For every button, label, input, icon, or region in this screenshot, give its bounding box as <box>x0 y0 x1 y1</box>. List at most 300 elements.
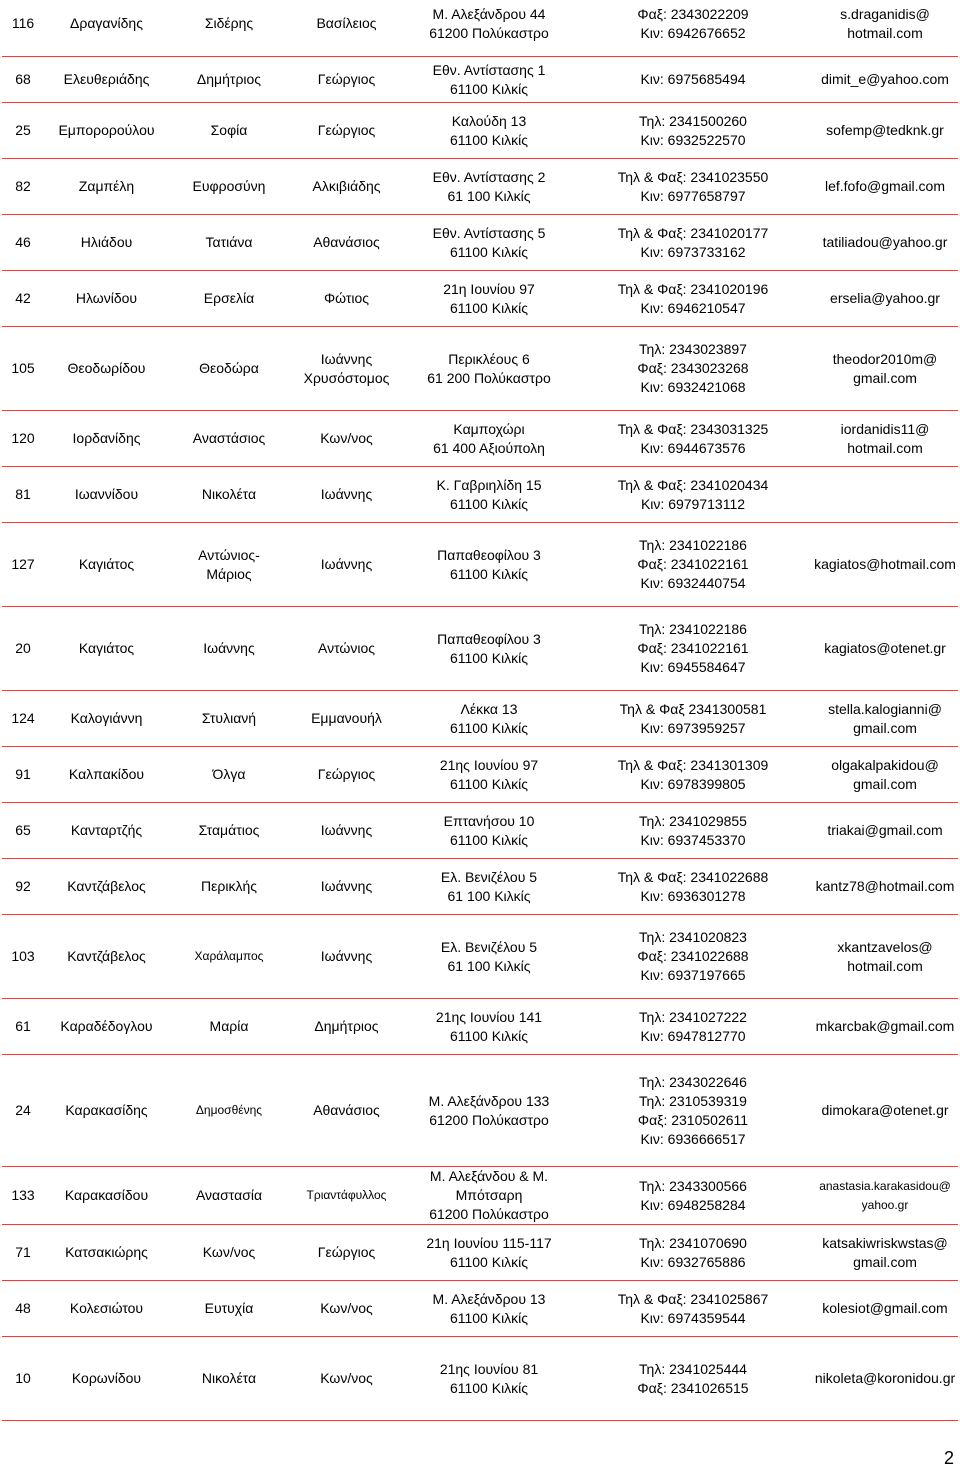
address <box>404 1337 574 1421</box>
father-name: Ιωάννης <box>289 859 404 915</box>
member-id: 82 <box>2 159 44 215</box>
email <box>812 803 958 859</box>
address-line: Καλούδη 13 <box>451 112 527 129</box>
member-id: 103 <box>2 915 44 999</box>
phone-numbers <box>574 467 812 523</box>
phone-numbers-line: Τηλ & Φαξ: 2341020196 <box>617 280 769 297</box>
address-line: Μ. Αλεξάνδρου 44 <box>432 5 546 22</box>
phone-numbers-line: Κιν: 6932765886 <box>640 1253 746 1270</box>
address-line: 61 400 Αξιούπολη <box>433 439 545 456</box>
phone-numbers-line: Κιν: 6946210547 <box>640 299 746 316</box>
surname: Ελευθεριάδης <box>44 57 169 103</box>
address-line: Εθν. Αντίστασης 5 <box>432 224 546 241</box>
phone-numbers-line: Τηλ: 2343023897 <box>639 341 747 357</box>
email-line: theodor2010m@ <box>832 350 938 367</box>
phone-numbers-line: Τηλ: 2341027222 <box>639 1008 747 1025</box>
phone-numbers-line: Τηλ: 2341022186 <box>639 537 747 553</box>
address <box>404 271 574 327</box>
email <box>812 103 958 159</box>
member-id: 124 <box>2 691 44 747</box>
first-name-line: Μάριος <box>206 565 252 582</box>
address <box>404 999 574 1055</box>
address <box>404 57 574 103</box>
phone-numbers <box>574 999 812 1055</box>
table-row <box>2 0 958 57</box>
father-name-line: Ιωάννης <box>320 350 373 367</box>
phone-numbers-line: Κιν: 6979713112 <box>640 495 746 512</box>
email-line: katsakiwriskwstas@ <box>822 1234 948 1251</box>
phone-numbers-line: Κιν: 6977658797 <box>640 187 746 204</box>
email <box>812 57 958 103</box>
phone-numbers-line: Τηλ & Φαξ: 2341020177 <box>617 224 769 241</box>
email-line: xkantzavelos@ <box>837 938 933 955</box>
email <box>812 1337 958 1421</box>
member-id: 127 <box>2 523 44 607</box>
first-name: Σταμάτιος <box>169 803 289 859</box>
phone-numbers-line: Κιν: 6973733162 <box>640 243 746 260</box>
first-name: Ευτυχία <box>169 1281 289 1337</box>
address-line: Λέκκα 13 <box>460 700 518 717</box>
phone-numbers <box>574 1225 812 1281</box>
phone-numbers-line: Τηλ: 2341022186 <box>639 621 747 637</box>
email <box>812 327 958 411</box>
address <box>404 915 574 999</box>
member-id: 25 <box>2 103 44 159</box>
address-line: 61200 Πολύκαστρο <box>429 1111 549 1128</box>
address-line: Ελ. Βενιζέλου 5 <box>440 868 538 885</box>
surname: Καραδέδογλου <box>44 999 169 1055</box>
table-row <box>2 803 958 859</box>
phone-numbers-line: Φαξ: 2341022161 <box>637 640 749 656</box>
surname: Κολεσιώτου <box>44 1281 169 1337</box>
father-name: Αντώνιος <box>289 607 404 691</box>
table-row <box>2 691 958 747</box>
phone-numbers <box>574 1167 812 1225</box>
email <box>812 1167 958 1225</box>
phone-numbers-line: Τηλ: 2341070690 <box>639 1234 747 1251</box>
address-line: 61 100 Κιλκίς <box>447 187 531 204</box>
table-row <box>2 999 958 1055</box>
table-row <box>2 915 958 999</box>
father-name: Γεώργιος <box>289 103 404 159</box>
phone-numbers-line: Τηλ: 2343300566 <box>639 1177 747 1194</box>
member-id: 105 <box>2 327 44 411</box>
email-line: hotmail.com <box>847 24 923 41</box>
email-line: iordanidis11@ <box>840 420 930 437</box>
address <box>404 159 574 215</box>
directory-table-body <box>2 0 958 1421</box>
phone-numbers <box>574 747 812 803</box>
surname: Θεοδωρίδου <box>44 327 169 411</box>
address-line: 61100 Κιλκίς <box>449 495 529 512</box>
phone-numbers-line: Τηλ: 2343022646 <box>639 1073 747 1090</box>
father-name: Κων/νος <box>289 1281 404 1337</box>
phone-numbers <box>574 215 812 271</box>
first-name <box>169 523 289 607</box>
email-line: gmail.com <box>853 719 917 736</box>
father-name: Φώτιος <box>289 271 404 327</box>
phone-numbers-line: Κιν: 6936666517 <box>640 1130 746 1147</box>
address-line: 21ης Ιουνίου 97 <box>439 756 539 773</box>
address-line: 61100 Κιλκίς <box>449 1379 529 1396</box>
phone-numbers-line: Κιν: 6945584647 <box>640 659 746 675</box>
table-row <box>2 523 958 607</box>
phone-numbers <box>574 327 812 411</box>
table-row <box>2 1337 958 1421</box>
father-name: Αθανάσιος <box>289 1055 404 1167</box>
address <box>404 691 574 747</box>
address-line: 61100 Κιλκίς <box>449 299 529 316</box>
phone-numbers <box>574 607 812 691</box>
phone-numbers-line: Τηλ & Φαξ: 2341301309 <box>617 756 769 773</box>
member-id: 65 <box>2 803 44 859</box>
email-line: kagiatos@otenet.gr <box>824 640 946 656</box>
table-row <box>2 747 958 803</box>
address <box>404 1281 574 1337</box>
surname: Εμπορορούλου <box>44 103 169 159</box>
table-row <box>2 859 958 915</box>
email-line: olgakalpakidou@ <box>831 756 939 773</box>
address-line: Παπαθεοφίλου 3 <box>437 630 541 647</box>
surname: Ηλιάδου <box>44 215 169 271</box>
email-line: mkarcbak@gmail.com <box>815 1018 955 1034</box>
address-line: Επτανήσου 10 <box>443 812 535 829</box>
surname: Καγιάτος <box>44 523 169 607</box>
address-line: 61100 Κιλκίς <box>449 775 529 792</box>
phone-numbers-line: Κιν: 6978399805 <box>640 775 746 792</box>
table-row <box>2 215 958 271</box>
surname: Ιορδανίδης <box>44 411 169 467</box>
member-id: 91 <box>2 747 44 803</box>
surname: Ιωαννίδου <box>44 467 169 523</box>
email <box>812 467 958 523</box>
surname: Κανταρτζής <box>44 803 169 859</box>
surname: Δραγανίδης <box>44 0 169 57</box>
email-line: gmail.com <box>853 369 917 386</box>
phone-numbers-line: Κιν: 6936301278 <box>640 887 746 904</box>
phone-numbers-line: Κιν: 6973959257 <box>640 719 746 736</box>
address-line: 21η Ιουνίου 115-117 <box>426 1234 552 1251</box>
address-line: 61 200 Πολύκαστρο <box>427 369 551 386</box>
email-line: dimokara@otenet.gr <box>821 1102 949 1118</box>
email <box>812 691 958 747</box>
address-line: 21η Ιουνίου 97 <box>443 280 535 297</box>
table-row <box>2 411 958 467</box>
address-line: 61100 Κιλκίς <box>449 1253 529 1270</box>
first-name: Στυλιανή <box>169 691 289 747</box>
email <box>812 1281 958 1337</box>
email <box>812 271 958 327</box>
address-line: Μπότσαρη <box>455 1187 523 1203</box>
table-row <box>2 607 958 691</box>
email-line: lef.fofo@gmail.com <box>824 178 946 194</box>
father-name: Βασίλειος <box>289 0 404 57</box>
email <box>812 999 958 1055</box>
member-id: 48 <box>2 1281 44 1337</box>
member-id: 20 <box>2 607 44 691</box>
address-line: 61100 Κιλκίς <box>449 80 529 97</box>
phone-numbers-line: Κιν: 6937197665 <box>640 967 746 983</box>
phone-numbers <box>574 803 812 859</box>
email-line: nikoleta@koronidou.gr <box>814 1370 956 1386</box>
phone-numbers-line: Κιν: 6948258284 <box>640 1196 746 1213</box>
address-line: Καμποχώρι <box>453 420 525 437</box>
phone-numbers-line: Κιν: 6944673576 <box>640 439 746 456</box>
first-name: Αναστάσιος <box>169 411 289 467</box>
table-row <box>2 57 958 103</box>
address <box>404 103 574 159</box>
email-line: anastasia.karakasidou@ <box>819 1178 951 1193</box>
address-line: 21ης Ιουνίου 141 <box>435 1008 543 1025</box>
address-line: Παπαθεοφίλου 3 <box>437 546 541 563</box>
address-line: Εθν. Αντίστασης 2 <box>432 168 546 185</box>
email-line: stella.kalogianni@ <box>828 700 942 717</box>
page-number: 2 <box>943 1448 954 1468</box>
phone-numbers-line: Κιν: 6947812770 <box>640 1027 746 1044</box>
member-id: 120 <box>2 411 44 467</box>
first-name: Τατιάνα <box>169 215 289 271</box>
phone-numbers <box>574 1055 812 1167</box>
phone-numbers-line: Τηλ & Φαξ: 2341022688 <box>617 868 769 885</box>
address-line: 61100 Κιλκίς <box>449 719 529 736</box>
phone-numbers <box>574 0 812 57</box>
email-line: gmail.com <box>853 775 917 792</box>
table-row <box>2 103 958 159</box>
phone-numbers-line: Κιν: 6974359544 <box>640 1309 746 1326</box>
email <box>812 859 958 915</box>
father-name: Ιωάννης <box>289 803 404 859</box>
email-line: dimit_e@yahoo.com <box>821 71 949 87</box>
surname: Κορωνίδου <box>44 1337 169 1421</box>
first-name: Περικλής <box>169 859 289 915</box>
address-line: Περικλέους 6 <box>448 350 530 367</box>
first-name: Κων/νος <box>169 1225 289 1281</box>
address <box>404 215 574 271</box>
email-line: kolesiot@gmail.com <box>822 1300 948 1316</box>
address-line: Ελ. Βενιζέλου 5 <box>440 938 538 955</box>
table-row <box>2 1281 958 1337</box>
first-name-line: Αντώνιος- <box>198 546 260 563</box>
father-name: Ιωάννης <box>289 523 404 607</box>
email <box>812 1055 958 1167</box>
phone-numbers-line: Τηλ & Φαξ 2341300581 <box>619 700 767 717</box>
phone-numbers <box>574 691 812 747</box>
address-line: 61100 Κιλκίς <box>449 1309 529 1326</box>
phone-numbers-line: Τηλ & Φαξ: 2341023550 <box>617 168 769 185</box>
phone-numbers-line: Κιν: 6975685494 <box>640 71 746 87</box>
father-name: Εμμανουήλ <box>289 691 404 747</box>
address-line: 61200 Πολύκαστρο <box>429 1206 549 1222</box>
table-row <box>2 1225 958 1281</box>
email <box>812 915 958 999</box>
member-id: 71 <box>2 1225 44 1281</box>
email-line: kantz78@hotmail.com <box>815 878 955 894</box>
surname: Καλογιάννη <box>44 691 169 747</box>
table-row <box>2 271 958 327</box>
member-id: 61 <box>2 999 44 1055</box>
surname: Ζαμπέλη <box>44 159 169 215</box>
phone-numbers <box>574 411 812 467</box>
member-id: 92 <box>2 859 44 915</box>
first-name: Όλγα <box>169 747 289 803</box>
address-line: 61100 Κιλκίς <box>449 131 529 148</box>
phone-numbers-line: Κιν: 6932522570 <box>640 131 746 148</box>
email-line: tatiliadou@yahoo.gr <box>822 234 948 250</box>
first-name: Ευφροσύνη <box>169 159 289 215</box>
first-name: Μαρία <box>169 999 289 1055</box>
address <box>404 747 574 803</box>
member-id: 46 <box>2 215 44 271</box>
phone-numbers-line: Τηλ: 2310539319 <box>639 1092 747 1109</box>
phone-numbers-line: Τηλ: 2341029855 <box>639 812 747 829</box>
address <box>404 467 574 523</box>
address-line: Μ. Αλεξάνδρου 133 <box>428 1092 550 1109</box>
member-id: 68 <box>2 57 44 103</box>
phone-numbers <box>574 523 812 607</box>
father-name: Γεώργιος <box>289 57 404 103</box>
address-line: 61100 Κιλκίς <box>449 649 529 666</box>
member-id: 81 <box>2 467 44 523</box>
father-name: Τριαντάφυλλος <box>289 1167 404 1225</box>
surname: Ηλωνίδου <box>44 271 169 327</box>
father-name: Γεώργιος <box>289 1225 404 1281</box>
phone-numbers-line: Φαξ: 2341022688 <box>637 948 749 964</box>
phone-numbers-line: Τηλ & Φαξ: 2341025867 <box>617 1290 769 1307</box>
phone-numbers <box>574 1337 812 1421</box>
father-name-line: Χρυσόστομος <box>303 369 390 386</box>
phone-numbers-line: Κιν: 6932421068 <box>640 379 746 395</box>
first-name: Νικολέτα <box>169 467 289 523</box>
address-line: 61100 Κιλκίς <box>449 1027 529 1044</box>
phone-numbers <box>574 859 812 915</box>
directory-table <box>2 0 958 1421</box>
member-id: 42 <box>2 271 44 327</box>
phone-numbers-line: Τηλ & Φαξ: 2341020434 <box>617 476 769 493</box>
surname: Κατσακιώρης <box>44 1225 169 1281</box>
address-line: Εθν. Αντίστασης 1 <box>432 61 546 78</box>
table-row <box>2 159 958 215</box>
email-line: sofemp@tedknk.gr <box>826 122 944 138</box>
address <box>404 523 574 607</box>
address-line: 61100 Κιλκίς <box>449 831 529 848</box>
father-name: Κων/νος <box>289 411 404 467</box>
phone-numbers <box>574 57 812 103</box>
address <box>404 1225 574 1281</box>
father-name: Δημήτριος <box>289 999 404 1055</box>
first-name: Δημοσθένης <box>169 1055 289 1167</box>
surname: Καρακασίδης <box>44 1055 169 1167</box>
address-line: 61100 Κιλκίς <box>449 565 529 582</box>
first-name: Χαράλαμπος <box>169 915 289 999</box>
address <box>404 1167 574 1225</box>
address <box>404 327 574 411</box>
surname: Καλπακίδου <box>44 747 169 803</box>
address <box>404 0 574 57</box>
email-line: kagiatos@hotmail.com <box>814 556 956 572</box>
father-name: Ιωάννης <box>289 915 404 999</box>
address <box>404 411 574 467</box>
email <box>812 747 958 803</box>
address-line: 61 100 Κιλκίς <box>447 887 531 904</box>
father-name: Κων/νος <box>289 1337 404 1421</box>
phone-numbers <box>574 271 812 327</box>
email-line: s.draganidis@ <box>840 5 930 22</box>
phone-numbers-line: Φαξ: 2310502611 <box>637 1111 749 1128</box>
father-name: Ιωάννης <box>289 467 404 523</box>
surname: Καρακασίδου <box>44 1167 169 1225</box>
member-id: 24 <box>2 1055 44 1167</box>
email <box>812 411 958 467</box>
member-id: 116 <box>2 0 44 57</box>
email-line: yahoo.gr <box>861 1197 909 1212</box>
first-name: Θεοδώρα <box>169 327 289 411</box>
email-line: triakai@gmail.com <box>827 822 943 838</box>
father-name: Αλκιβιάδης <box>289 159 404 215</box>
phone-numbers <box>574 915 812 999</box>
email <box>812 159 958 215</box>
address <box>404 859 574 915</box>
table-row <box>2 467 958 523</box>
surname: Καντζάβελος <box>44 915 169 999</box>
first-name: Ιωάννης <box>169 607 289 691</box>
address-line: 61100 Κιλκίς <box>449 243 529 260</box>
first-name: Σοφία <box>169 103 289 159</box>
phone-numbers-line: Κιν: 6932440754 <box>640 575 746 591</box>
phone-numbers-line: Τηλ: 2341500260 <box>639 112 747 129</box>
father-name <box>289 327 404 411</box>
table-row <box>2 1055 958 1167</box>
table-row <box>2 327 958 411</box>
member-id: 10 <box>2 1337 44 1421</box>
father-name: Γεώργιος <box>289 747 404 803</box>
email <box>812 1225 958 1281</box>
email <box>812 215 958 271</box>
member-id: 133 <box>2 1167 44 1225</box>
first-name: Σιδέρης <box>169 0 289 57</box>
father-name: Αθανάσιος <box>289 215 404 271</box>
table-row <box>2 1167 958 1225</box>
address <box>404 607 574 691</box>
address-line: Κ. Γαβριηλίδη 15 <box>436 476 542 493</box>
email-line: hotmail.com <box>847 957 923 974</box>
address-line: Μ. Αλεξάνδρου 13 <box>432 1290 546 1307</box>
address-line: Μ. Αλεξάνδου & Μ. <box>429 1168 549 1184</box>
email <box>812 523 958 607</box>
address <box>404 1055 574 1167</box>
first-name: Ερσελία <box>169 271 289 327</box>
phone-numbers-line: Κιν: 6937453370 <box>640 831 746 848</box>
phone-numbers-line: Τηλ: 2341020823 <box>639 929 747 945</box>
first-name: Αναστασία <box>169 1167 289 1225</box>
phone-numbers <box>574 103 812 159</box>
email <box>812 607 958 691</box>
phone-numbers-line: Τηλ: 2341025444 <box>639 1360 747 1377</box>
surname: Καντζάβελος <box>44 859 169 915</box>
phone-numbers <box>574 159 812 215</box>
phone-numbers <box>574 1281 812 1337</box>
phone-numbers-line: Φαξ: 2341022161 <box>637 556 749 572</box>
address-line: 21ης Ιουνίου 81 <box>439 1360 539 1377</box>
email-line: gmail.com <box>853 1253 917 1270</box>
email <box>812 0 958 57</box>
first-name: Δημήτριος <box>169 57 289 103</box>
phone-numbers-line: Τηλ & Φαξ: 2343031325 <box>617 420 769 437</box>
email-line: hotmail.com <box>847 439 923 456</box>
first-name: Νικολέτα <box>169 1337 289 1421</box>
address <box>404 803 574 859</box>
email-line: erselia@yahoo.gr <box>830 290 940 306</box>
phone-numbers-line: Φαξ: 2341026515 <box>637 1379 749 1396</box>
